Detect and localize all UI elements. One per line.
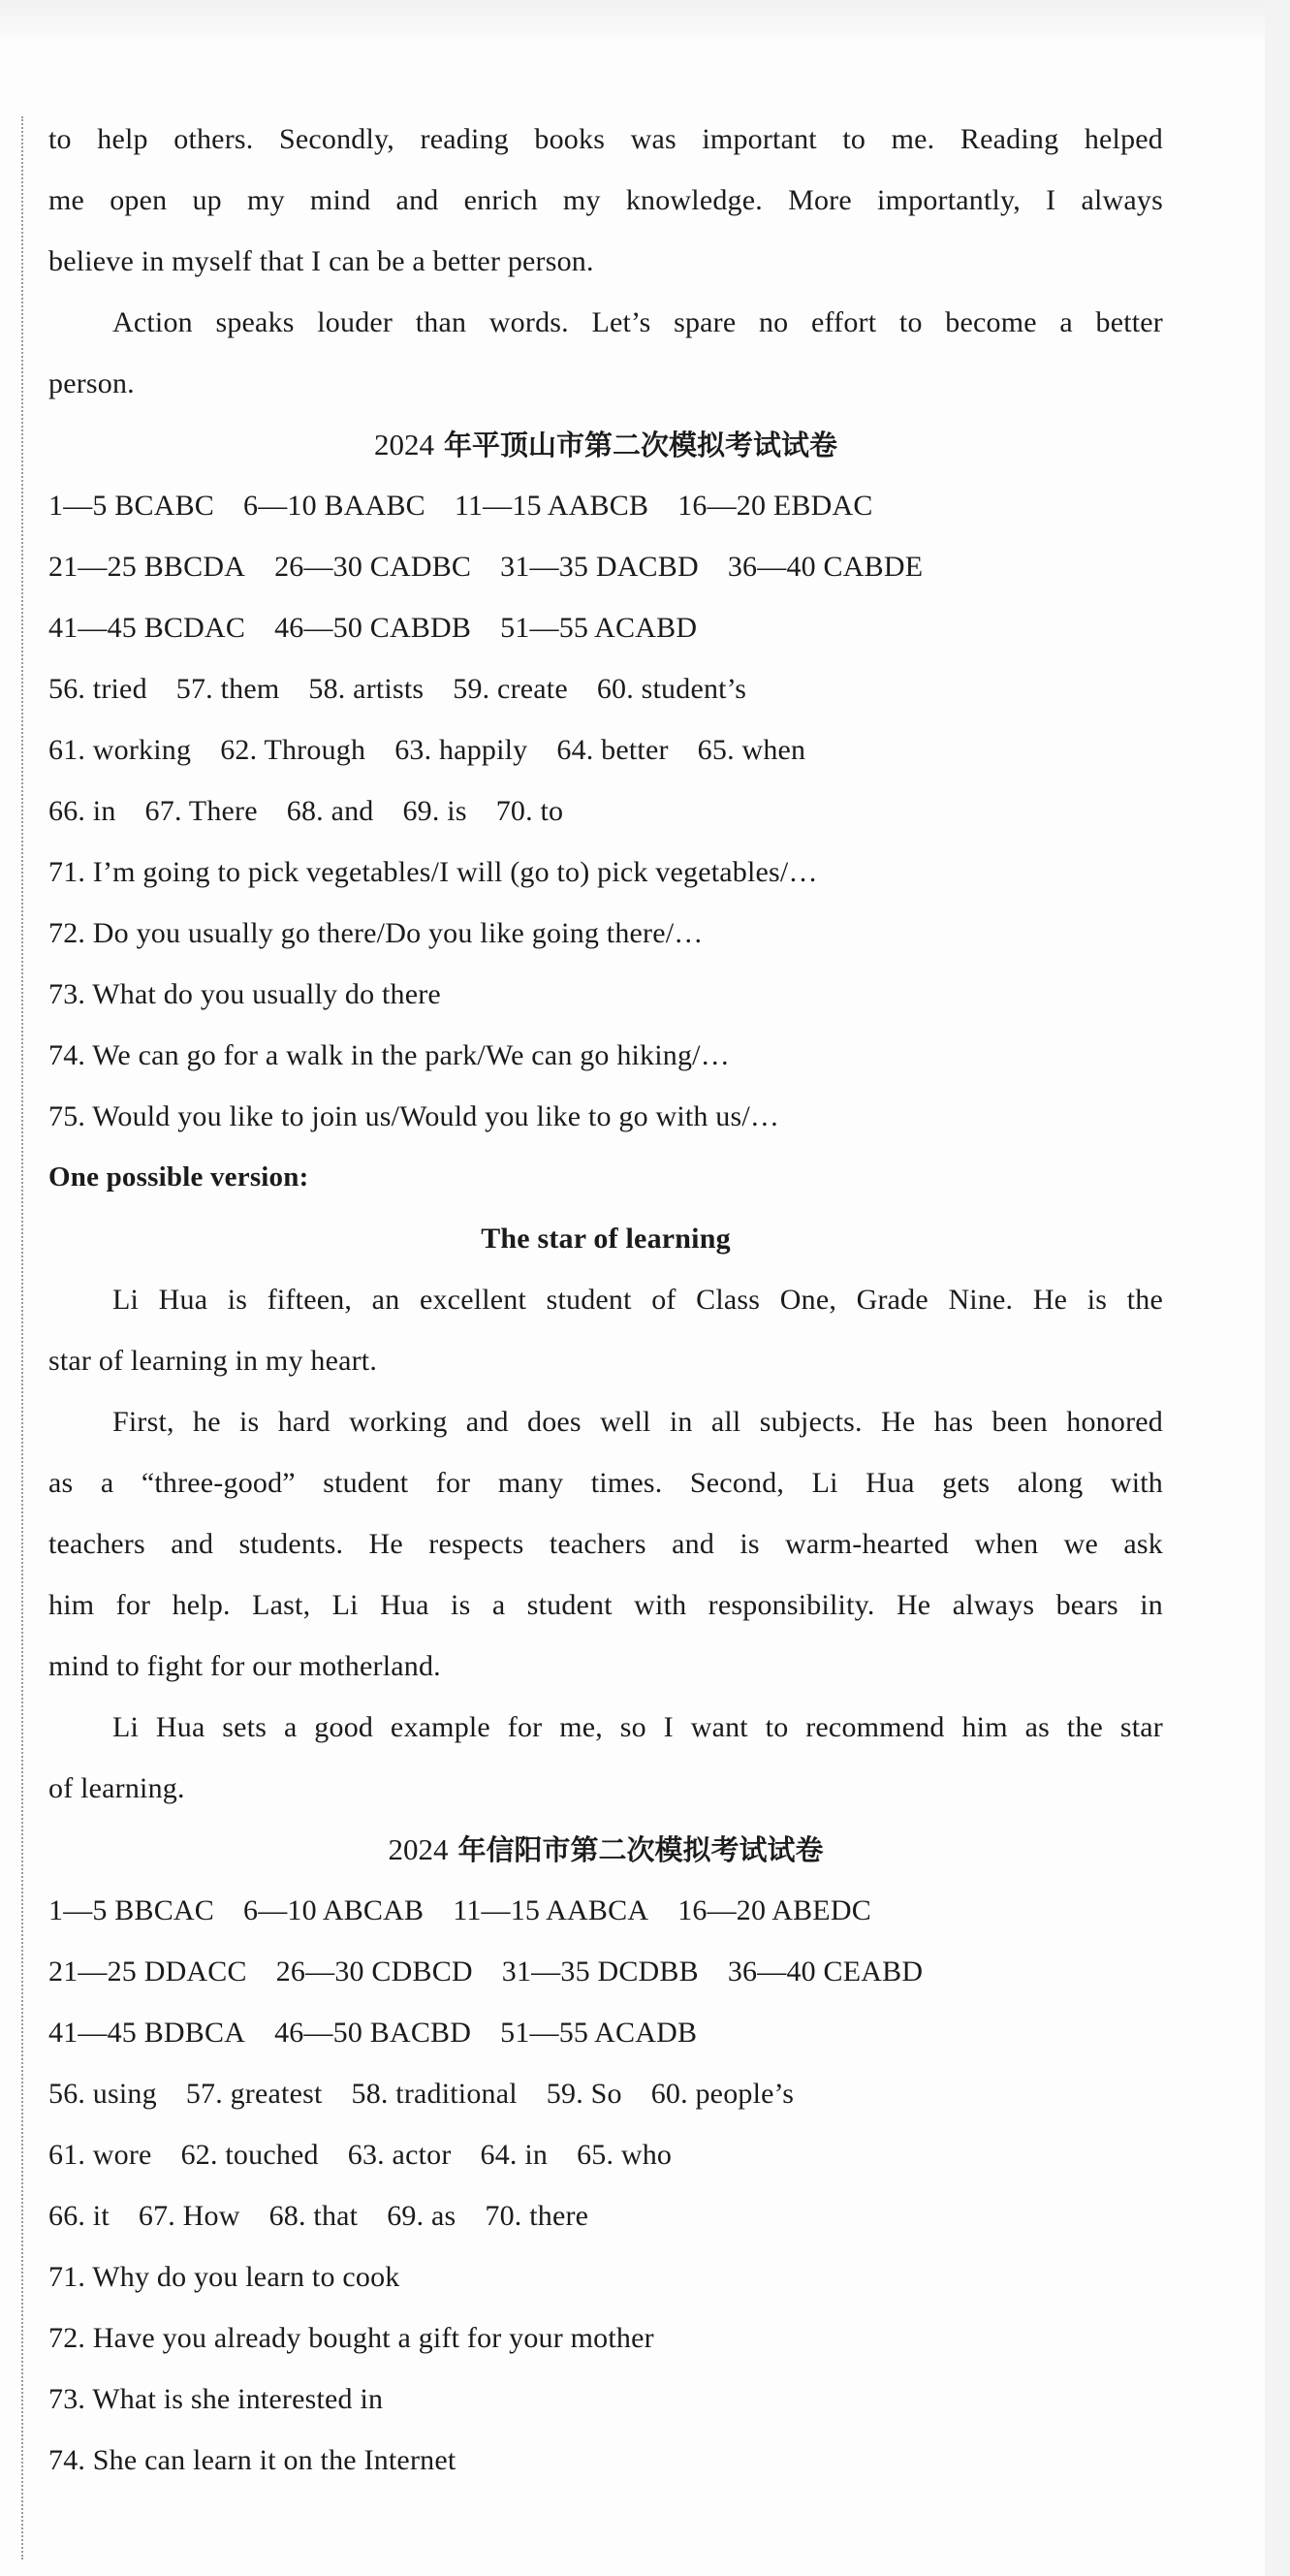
fill-answer-row [48,719,1163,780]
fill-answer: 63. happily [394,734,528,766]
mc-answer: 46—50 BACBD [274,2017,472,2049]
mc-answer: 26—30 CADBC [274,551,472,583]
fill-answer: 60. people’s [650,2078,795,2110]
mc-answer: 16—20 EBDAC [677,490,873,522]
fill-answer: 68. and [286,795,374,827]
fill-answer: 56. tried [48,673,147,705]
essay-line: First, he is hard working and does well in all subjects. He has been honored [112,1406,1163,1438]
fill-answer: 64. better [556,734,669,766]
mc-answer: 36—40 CEABD [727,1956,924,1988]
fill-answer: 66. in [48,795,116,827]
letter-line: to help others. Secondly, reading books was important to me. Reading helped [48,123,1163,155]
mc-answer: 11—15 AABCA [453,1894,649,1926]
fill-answer: 64. in [480,2139,549,2171]
essay-line: of learning. [48,1772,185,1804]
dialog-answer: 73. What do you usually do there [48,978,441,1010]
heading-year: 2024 [388,1832,449,1866]
essay-line: him for help. Last, Li Hua is a student with responsibility. He always bears in [48,1589,1163,1621]
fill-answer: 69. is [402,795,467,827]
dialog-answer: 75. Would you like to join us/Would you like to go with us/… [48,1100,780,1132]
section-heading-pingdingshan [48,414,1163,475]
fill-answer: 68. that [268,2200,359,2232]
mc-answer: 36—40 CABDE [727,551,924,583]
section-heading-xinyang [48,1819,1163,1880]
fill-answer: 60. student’s [596,673,747,705]
fill-answer-row [48,2063,1163,2124]
mc-answer: 6—10 ABCAB [243,1894,425,1926]
mc-answer-row [48,536,1163,597]
mc-answer: 31—35 DACBD [500,551,699,583]
essay-line: teachers and students. He respects teachers and is warm-hearted when we ask [48,1528,1163,1560]
letter-line: person. [48,367,135,399]
fill-answer: 59. create [453,673,568,705]
dialog-answer: 72. Have you already bought a gift for your mother [48,2322,654,2354]
fill-answer: 59. So [546,2078,622,2110]
fill-answer-row [48,658,1163,719]
fill-answer: 56. using [48,2078,157,2110]
fill-answer: 65. when [697,734,806,766]
essay-line: as a “three-good” student for many times. Second, Li Hua gets along with [48,1467,1163,1499]
fill-answer: 58. artists [308,673,425,705]
version-label: One possible version: [48,1161,309,1193]
fill-answer: 57. them [175,673,280,705]
page-content [48,109,1163,2491]
mc-answer-row [48,597,1163,658]
mc-answer: 51—55 ACABD [500,612,698,644]
fill-answer: 58. traditional [351,2078,518,2110]
mc-answer: 21—25 DDACC [48,1956,247,1988]
letter-line: believe in myself that I can be a better person. [48,245,594,277]
fill-answer: 61. working [48,734,192,766]
mc-answer-row [48,475,1163,536]
fill-answer: 67. How [138,2200,240,2232]
fill-answer: 66. it [48,2200,110,2232]
letter-line: Action speaks louder than words. Let’s spare no effort to become a better [112,306,1163,338]
scan-right-shadow [1265,0,1290,2576]
mc-answer: 51—55 ACADB [500,2017,698,2049]
fill-answer: 62. touched [180,2139,319,2171]
mc-answer-row [48,1941,1163,2002]
scan-top-shadow [0,0,1290,39]
dialog-answer: 74. We can go for a walk in the park/We can go hiking/… [48,1039,730,1071]
mc-answer: 16—20 ABEDC [677,1894,871,1926]
heading-title: 年平顶山市第二次模拟考试试卷 [444,429,838,461]
fill-answer: 57. greatest [185,2078,323,2110]
fill-answer-row [48,2185,1163,2246]
fill-answer-row [48,2124,1163,2185]
fill-answer-row [48,780,1163,842]
essay-line: star of learning in my heart. [48,1345,378,1377]
essay-line: Li Hua is fifteen, an excellent student of Class One, Grade Nine. He is the [112,1284,1163,1316]
essay-line: Li Hua sets a good example for me, so I want to recommend him as the star [112,1711,1163,1743]
essay-title: The star of learning [481,1223,731,1255]
mc-answer: 21—25 BBCDA [48,551,246,583]
mc-answer: 41—45 BDBCA [48,2017,246,2049]
fill-answer: 69. as [387,2200,456,2232]
dialog-answer: 74. She can learn it on the Internet [48,2444,456,2476]
dialog-answer: 72. Do you usually go there/Do you like going there/… [48,917,704,949]
mc-answer-row [48,2002,1163,2063]
mc-answer: 26—30 CDBCD [275,1956,473,1988]
mc-answer: 41—45 BCDAC [48,612,246,644]
letter-line: me open up my mind and enrich my knowledge. More importantly, I always [48,184,1163,216]
mc-answer: 46—50 CABDB [274,612,472,644]
dialog-answer: 71. I’m going to pick vegetables/I will (go to) pick vegetables/… [48,856,818,888]
fill-answer: 62. Through [220,734,366,766]
fill-answer: 63. actor [347,2139,452,2171]
essay-line: mind to fight for our motherland. [48,1650,441,1682]
binding-dotted-line [21,116,23,2560]
fill-answer: 70. to [495,795,564,827]
mc-answer: 1—5 BCABC [48,490,215,522]
heading-title: 年信阳市第二次模拟考试试卷 [457,1833,824,1866]
dialog-answer: 71. Why do you learn to cook [48,2261,400,2293]
mc-answer: 11—15 AABCB [454,490,649,522]
fill-answer: 61. wore [48,2139,152,2171]
mc-answer: 31—35 DCDBB [501,1956,699,1988]
mc-answer: 1—5 BBCAC [48,1894,215,1926]
fill-answer: 70. there [485,2200,589,2232]
fill-answer: 65. who [577,2139,673,2171]
mc-answer: 6—10 BAABC [243,490,425,522]
fill-answer: 67. There [144,795,258,827]
dialog-answer: 73. What is she interested in [48,2383,384,2415]
mc-answer-row [48,1880,1163,1941]
heading-year: 2024 [373,428,434,461]
